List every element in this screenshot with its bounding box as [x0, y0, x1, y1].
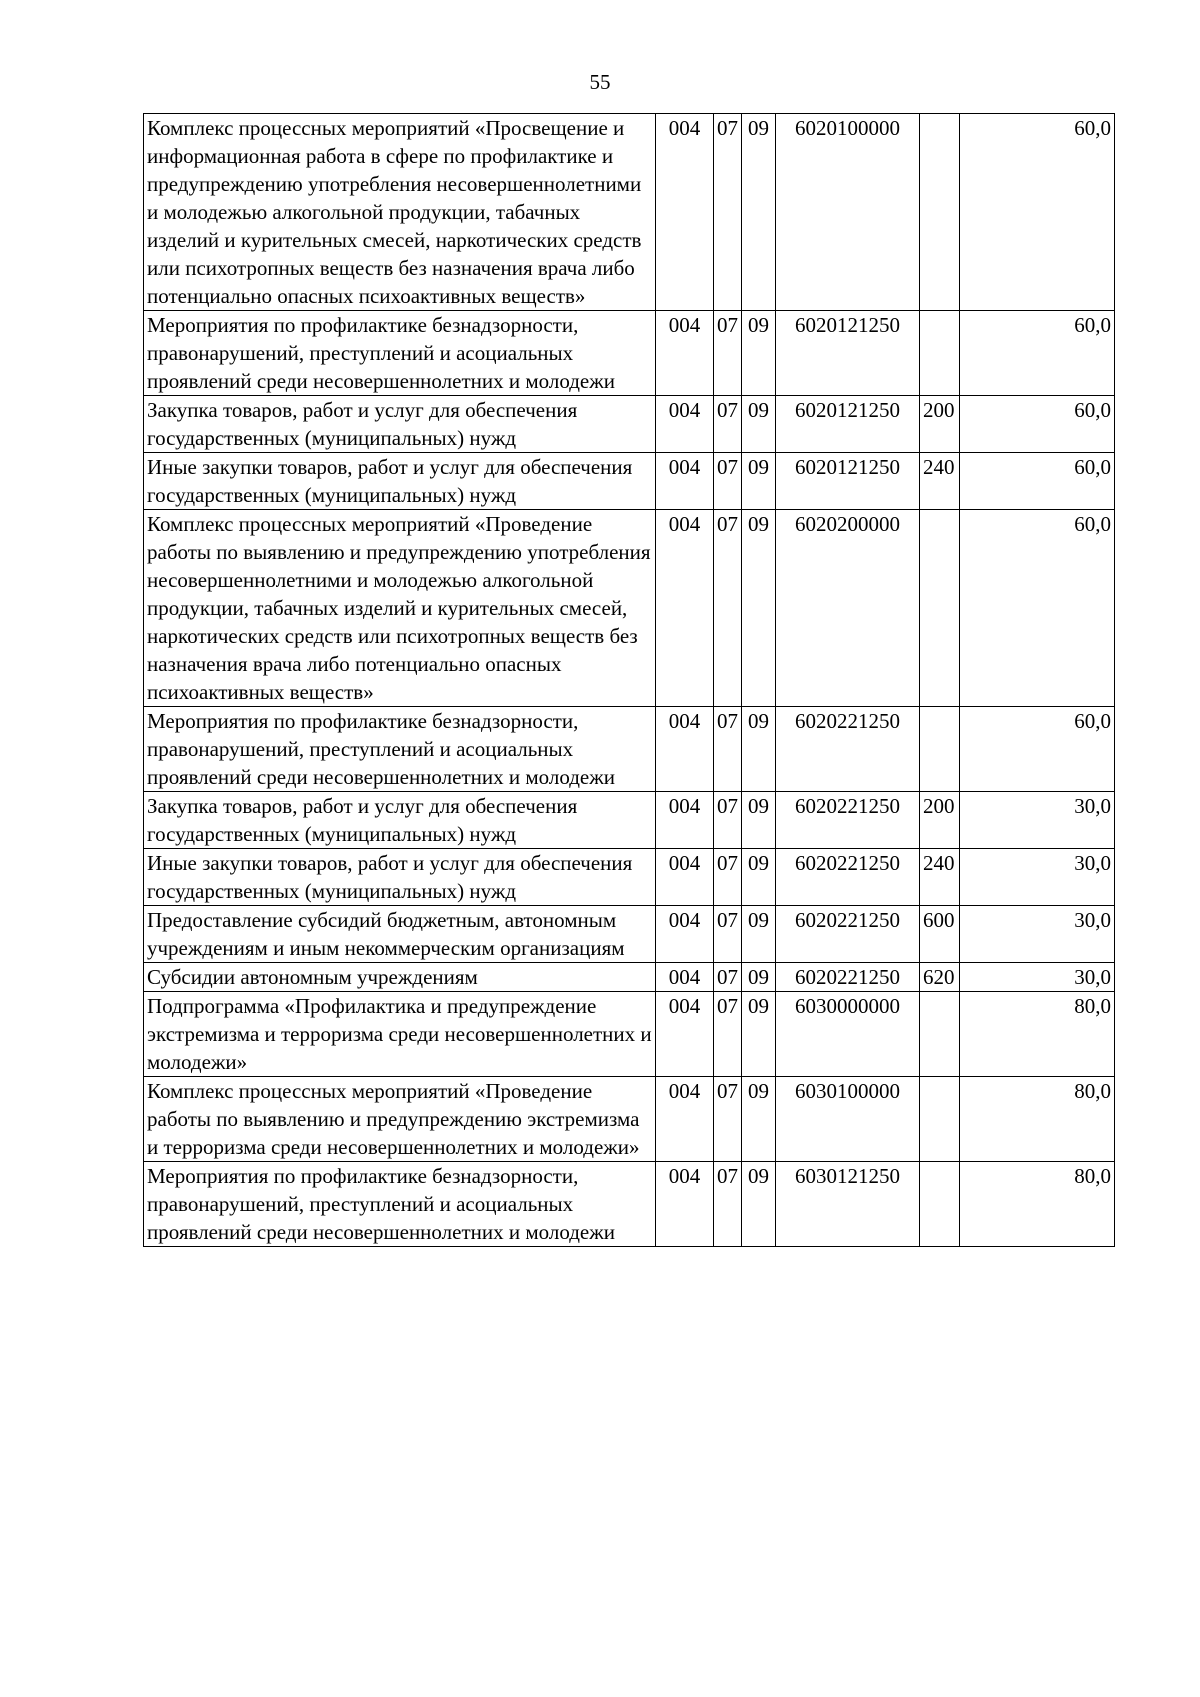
target-article-cell: 6020200000 [776, 510, 920, 707]
section-code-cell: 07 [714, 114, 742, 311]
section-code-cell: 07 [714, 906, 742, 963]
section-code-cell: 07 [714, 963, 742, 992]
subsection-code-cell: 09 [742, 396, 776, 453]
amount-cell: 60,0 [960, 396, 1115, 453]
amount-cell: 60,0 [960, 510, 1115, 707]
expense-type-cell [920, 992, 960, 1077]
table-row [144, 1077, 1115, 1162]
row-name-cell: Мероприятия по профилактике безнадзорности, правонарушений, преступлений и асоциальных проявлений среди несовершеннолетних и молодежи [144, 1162, 656, 1247]
amount-cell: 30,0 [960, 849, 1115, 906]
budget-table-body [144, 114, 1115, 1247]
table-row [144, 1162, 1115, 1247]
expense-type-cell [920, 510, 960, 707]
expense-type-cell [920, 1077, 960, 1162]
target-article-cell: 6020121250 [776, 311, 920, 396]
table-row [144, 849, 1115, 906]
table-row [144, 510, 1115, 707]
section-code-cell: 07 [714, 510, 742, 707]
row-name-cell: Закупка товаров, работ и услуг для обеспечения государственных (муниципальных) нужд [144, 396, 656, 453]
grbs-code-cell: 004 [656, 792, 714, 849]
grbs-code-cell: 004 [656, 963, 714, 992]
expense-type-cell: 600 [920, 906, 960, 963]
amount-cell: 80,0 [960, 1162, 1115, 1247]
amount-cell: 80,0 [960, 1077, 1115, 1162]
table-row [144, 992, 1115, 1077]
amount-cell: 30,0 [960, 906, 1115, 963]
amount-cell: 60,0 [960, 114, 1115, 311]
budget-table [143, 113, 1115, 1247]
amount-cell: 80,0 [960, 992, 1115, 1077]
grbs-code-cell: 004 [656, 453, 714, 510]
row-name-cell: Иные закупки товаров, работ и услуг для обеспечения государственных (муниципальных) нужд [144, 849, 656, 906]
grbs-code-cell: 004 [656, 396, 714, 453]
section-code-cell: 07 [714, 992, 742, 1077]
subsection-code-cell: 09 [742, 906, 776, 963]
section-code-cell: 07 [714, 453, 742, 510]
target-article-cell: 6020121250 [776, 453, 920, 510]
subsection-code-cell: 09 [742, 707, 776, 792]
row-name-cell: Субсидии автономным учреждениям [144, 963, 656, 992]
page-number: 55 [589, 70, 611, 94]
grbs-code-cell: 004 [656, 849, 714, 906]
table-row [144, 707, 1115, 792]
table-row [144, 453, 1115, 510]
row-name-cell: Подпрограмма «Профилактика и предупреждение экстремизма и терроризма среди несовершеннолетних и молодежи» [144, 992, 656, 1077]
table-row [144, 396, 1115, 453]
subsection-code-cell: 09 [742, 992, 776, 1077]
section-code-cell: 07 [714, 1162, 742, 1247]
row-name-cell: Комплекс процессных мероприятий «Проведение работы по выявлению и предупреждению употребления несовершеннолетними и молодежью алкогольной продукции, табачных изделий и курительных смесей, наркотических средств или психотропных веществ без назначения врача либо потенциально опасных психоактивных веществ» [144, 510, 656, 707]
target-article-cell: 6020221250 [776, 707, 920, 792]
row-name-cell: Комплекс процессных мероприятий «Просвещение и информационная работа в сфере по профилактике и предупреждению употребления несовершеннолетними и молодежью алкогольной продукции, табачных изделий и курительных смесей, наркотических средств или психотропных веществ без назначения врача либо потенциально опасных психоактивных веществ» [144, 114, 656, 311]
amount-cell: 60,0 [960, 453, 1115, 510]
table-row [144, 963, 1115, 992]
target-article-cell: 6020221250 [776, 792, 920, 849]
section-code-cell: 07 [714, 792, 742, 849]
subsection-code-cell: 09 [742, 453, 776, 510]
target-article-cell: 6020100000 [776, 114, 920, 311]
subsection-code-cell: 09 [742, 114, 776, 311]
subsection-code-cell: 09 [742, 311, 776, 396]
table-row [144, 906, 1115, 963]
expense-type-cell [920, 1162, 960, 1247]
subsection-code-cell: 09 [742, 1162, 776, 1247]
grbs-code-cell: 004 [656, 114, 714, 311]
target-article-cell: 6030000000 [776, 992, 920, 1077]
table-row [144, 311, 1115, 396]
amount-cell: 30,0 [960, 963, 1115, 992]
grbs-code-cell: 004 [656, 510, 714, 707]
section-code-cell: 07 [714, 849, 742, 906]
subsection-code-cell: 09 [742, 1077, 776, 1162]
expense-type-cell [920, 311, 960, 396]
expense-type-cell: 620 [920, 963, 960, 992]
row-name-cell: Комплекс процессных мероприятий «Проведение работы по выявлению и предупреждению экстремизма и терроризма среди несовершеннолетних и молодежи» [144, 1077, 656, 1162]
expense-type-cell: 200 [920, 792, 960, 849]
section-code-cell: 07 [714, 707, 742, 792]
amount-cell: 30,0 [960, 792, 1115, 849]
target-article-cell: 6020221250 [776, 963, 920, 992]
section-code-cell: 07 [714, 396, 742, 453]
grbs-code-cell: 004 [656, 707, 714, 792]
grbs-code-cell: 004 [656, 1077, 714, 1162]
subsection-code-cell: 09 [742, 849, 776, 906]
grbs-code-cell: 004 [656, 1162, 714, 1247]
table-row [144, 792, 1115, 849]
row-name-cell: Мероприятия по профилактике безнадзорности, правонарушений, преступлений и асоциальных проявлений среди несовершеннолетних и молодежи [144, 707, 656, 792]
section-code-cell: 07 [714, 1077, 742, 1162]
row-name-cell: Закупка товаров, работ и услуг для обеспечения государственных (муниципальных) нужд [144, 792, 656, 849]
subsection-code-cell: 09 [742, 963, 776, 992]
section-code-cell: 07 [714, 311, 742, 396]
expense-type-cell: 200 [920, 396, 960, 453]
grbs-code-cell: 004 [656, 992, 714, 1077]
table-row [144, 114, 1115, 311]
target-article-cell: 6020221250 [776, 849, 920, 906]
target-article-cell: 6030121250 [776, 1162, 920, 1247]
amount-cell: 60,0 [960, 707, 1115, 792]
row-name-cell: Предоставление субсидий бюджетным, автономным учреждениям и иным некоммерческим организациям [144, 906, 656, 963]
target-article-cell: 6020121250 [776, 396, 920, 453]
row-name-cell: Мероприятия по профилактике безнадзорности, правонарушений, преступлений и асоциальных проявлений среди несовершеннолетних и молодежи [144, 311, 656, 396]
subsection-code-cell: 09 [742, 792, 776, 849]
grbs-code-cell: 004 [656, 906, 714, 963]
expense-type-cell [920, 707, 960, 792]
expense-type-cell: 240 [920, 453, 960, 510]
target-article-cell: 6030100000 [776, 1077, 920, 1162]
row-name-cell: Иные закупки товаров, работ и услуг для обеспечения государственных (муниципальных) нужд [144, 453, 656, 510]
expense-type-cell [920, 114, 960, 311]
expense-type-cell: 240 [920, 849, 960, 906]
amount-cell: 60,0 [960, 311, 1115, 396]
subsection-code-cell: 09 [742, 510, 776, 707]
grbs-code-cell: 004 [656, 311, 714, 396]
target-article-cell: 6020221250 [776, 906, 920, 963]
